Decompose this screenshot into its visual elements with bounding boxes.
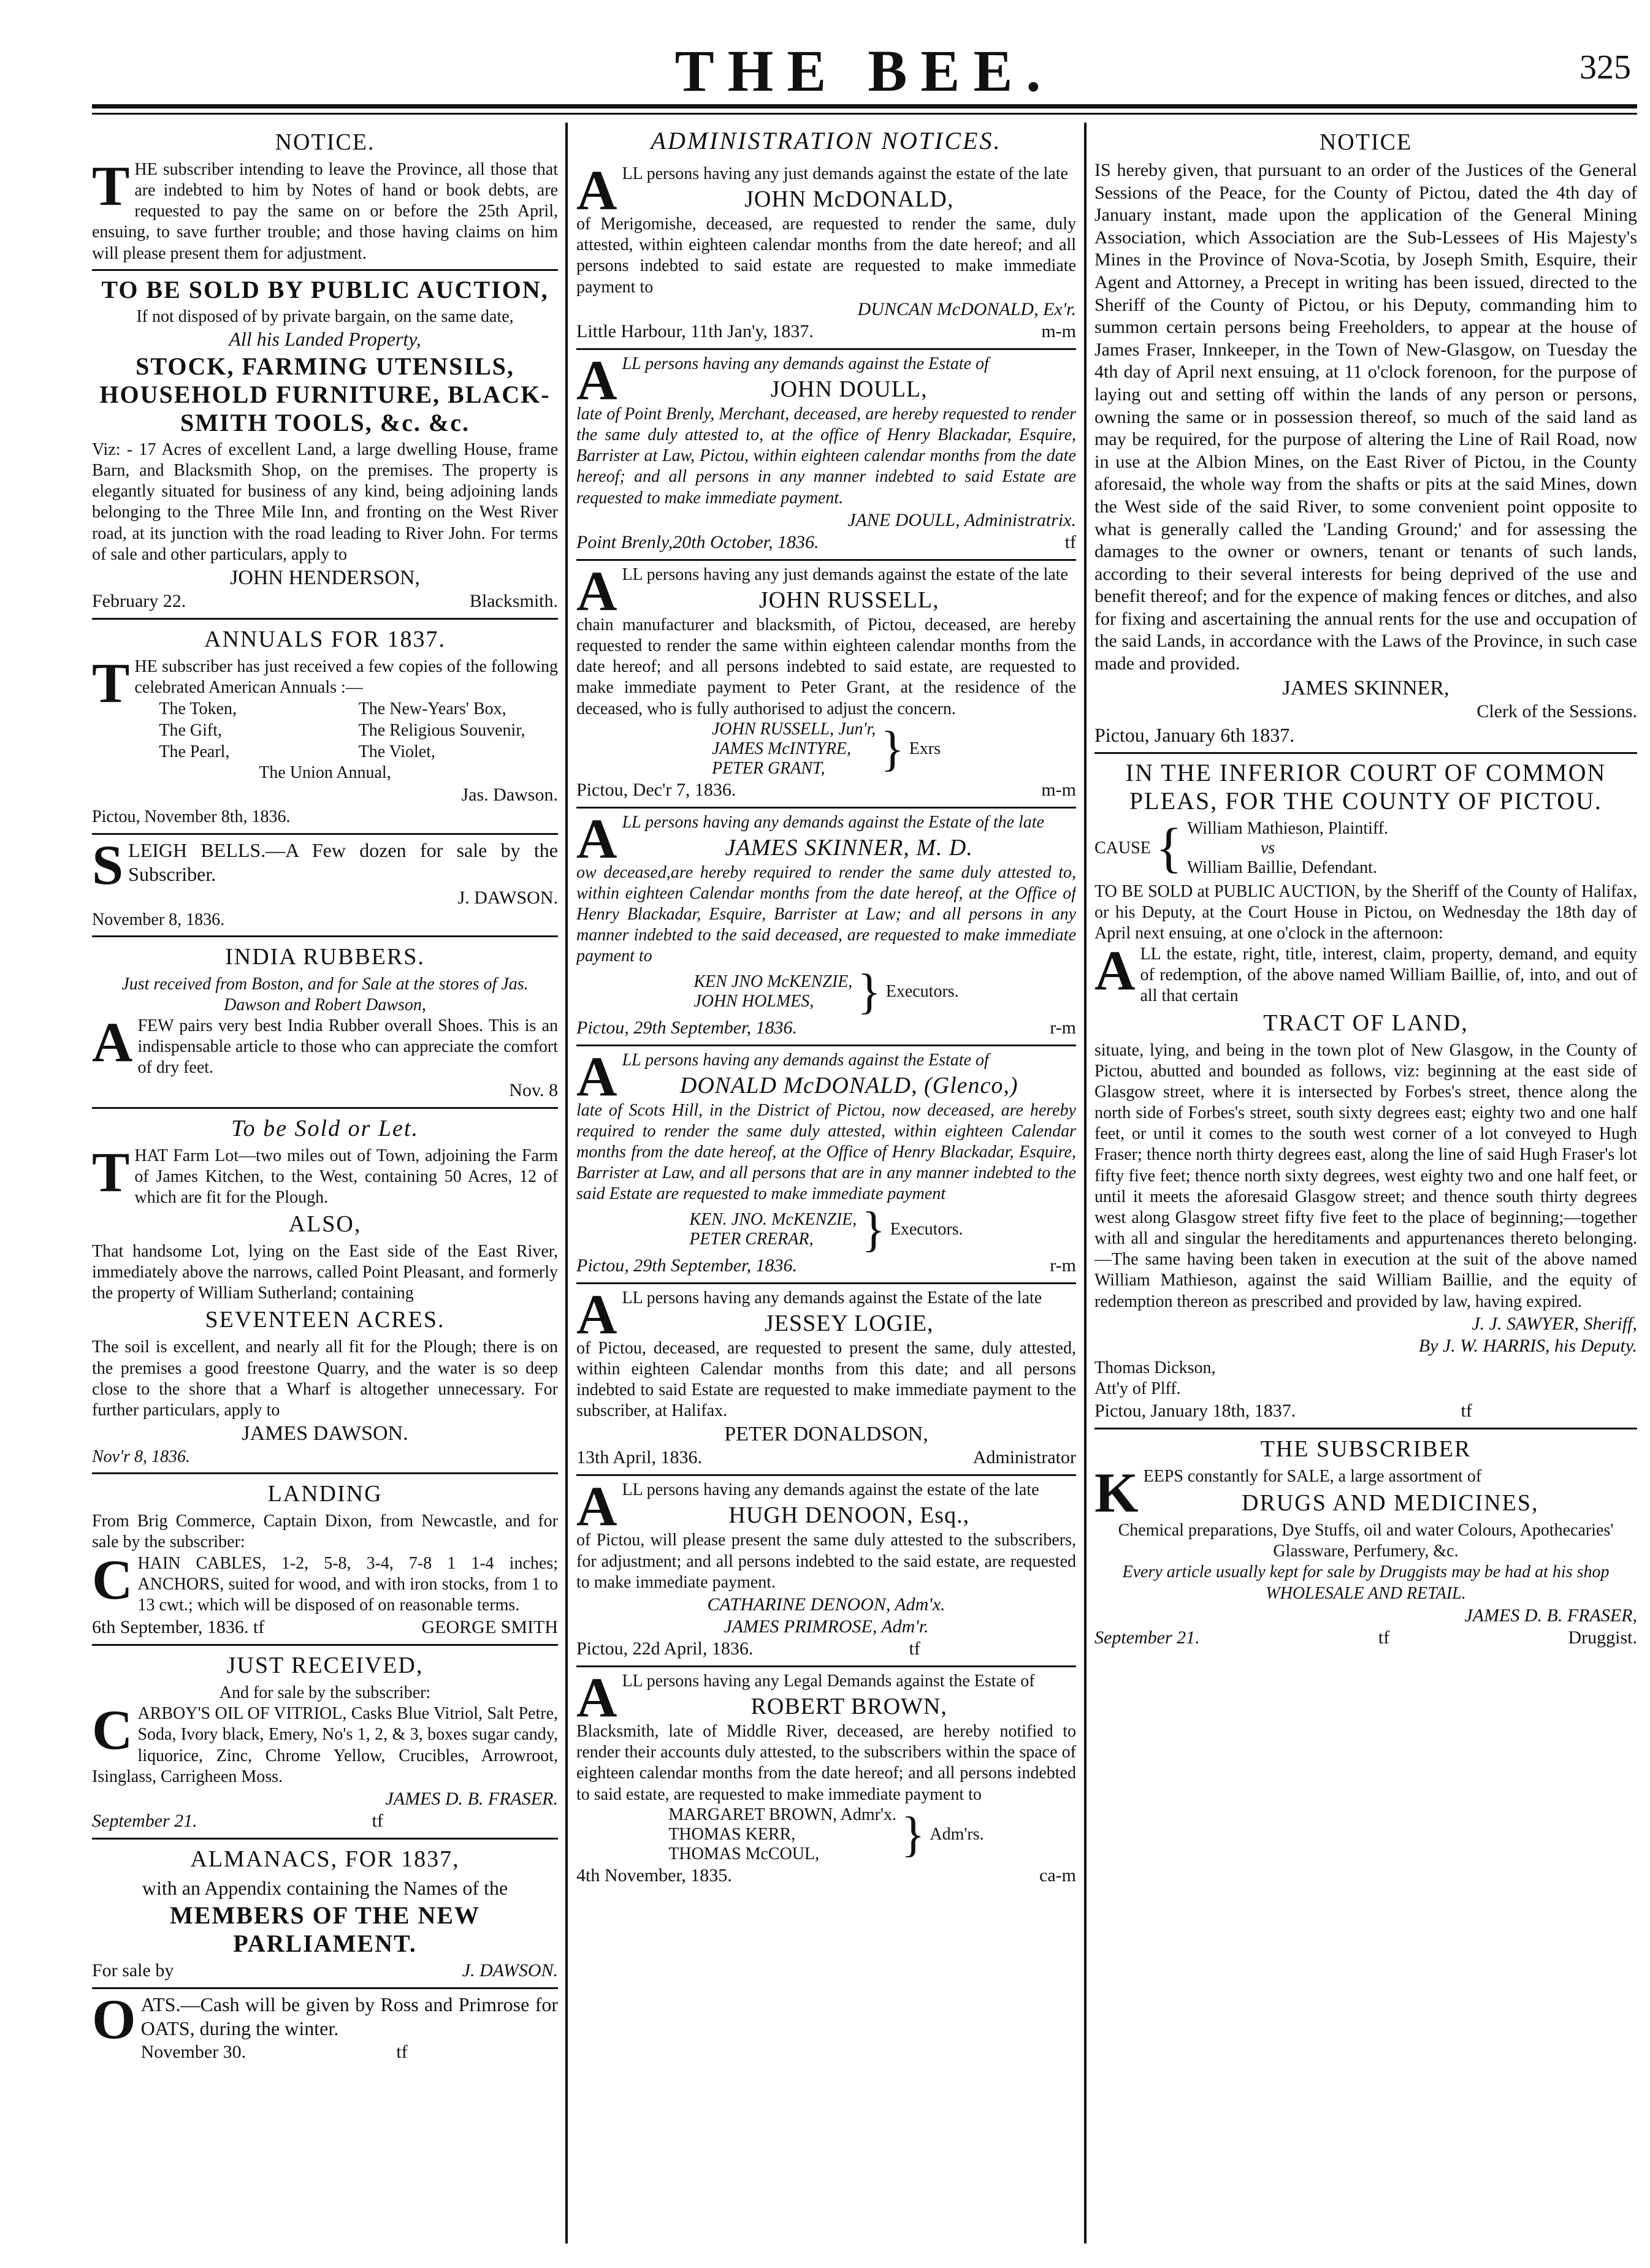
newspaper-title: THE BEE. — [674, 38, 1055, 104]
column-2 — [576, 123, 1076, 2250]
ad-text: HAT Farm Lot—two miles out of Town, adjoining the Farm of James Kitchen, to the West, containing 50 Acres, 12 of which are fit for the Plough. — [134, 1146, 558, 1207]
ad-text: LL the estate, right, title, interest, claim, property, demand, and equity of redemption, of the above named William Baillie, of, into, and out of all that certain — [1140, 945, 1637, 1006]
executor-name: JOHN HOLMES, — [693, 991, 814, 1011]
date: November 30. — [140, 2041, 246, 2062]
farm-ad — [92, 1109, 558, 1475]
drop-cap: K — [1094, 1461, 1139, 1524]
notice-mark: ca-m — [1039, 1865, 1076, 1886]
signer-role: Blacksmith. — [469, 590, 558, 611]
brace-glyph: } — [861, 1202, 885, 1257]
ad-heading: ALMANACS, FOR 1837, — [190, 1846, 460, 1872]
ad-text: of Merigomishe, deceased, are requested to render the same, duly attested, within eighteen calendar months from the date hereof; and all persons indebted to said estate are requested to make immediate payment to — [576, 215, 1076, 297]
tf-mark: tf — [396, 2041, 408, 2062]
deceased-name: HUGH DENOON, Esq., — [728, 1502, 970, 1529]
ad-text: IS hereby given, that pursuant to an order of the Justices of the General Sessions of the Peace, for the County of Pictou, dated the 4th day of January instant, made upon the application of the General Mining Association, which Association are the Sub-Lessees of His Majesty's Mines in the Province of Nova-Scotia, by Joseph Smith, Esquire, their Agent and Attorney, a Precept in writing has been issued, directed to the Sheriff of the County of Pictou, or his Deputy, commanding him to summon certain persons being Freeholders, to appear at the house of James Fraser, Innkeeper, in the Town of New-Glasgow, on Tuesday the 4th day of April next ensuing, at 11 o'clock forenoon, for the purpose of laying out and setting off within the lands of any person or persons, owning the same or in possession thereof, so much of the said land as may be required, for the purpose of altering the Line of Rail Road, now in use at the Albion Mines, on the East River of Pictou, in the County aforesaid, the whole way from the shafts or pits at the said Mines, down the West side of the said River, to some convenient point opposite to what is generally called the 'Landing Ground;' and for assessing the damages to the owner or owners, tenant or tenants of such lands, according to their several interests for being deprived of the use and benefit thereof; and for the expence of making fences or ditches, and also for fixing and ascertaining the annual rents for the use and occupation of the said Lands, in accordance with the Laws of the Province, in such case made and provided. — [1094, 160, 1637, 674]
masthead — [92, 37, 1637, 107]
list-item: The Gift, — [159, 721, 223, 740]
signer: J. DAWSON. — [462, 1960, 558, 1981]
ad-text: LL persons having any demands against the Estate of — [622, 354, 989, 373]
sleigh-bells-ad — [92, 835, 558, 937]
tf-mark: tf — [372, 1810, 383, 1831]
ad-text: Chemical preparations, Dye Stuffs, oil and water Colours, Apothecaries' Glassware, Perfumery, &c. — [1118, 1521, 1614, 1561]
drop-cap: A — [576, 1045, 617, 1108]
signer: JANE DOULL, Administratrix. — [847, 509, 1076, 530]
admin-notice-logie — [576, 1284, 1076, 1477]
date: Nov. 8 — [509, 1079, 558, 1100]
just-received-ad — [92, 1646, 558, 1840]
ad-text: FEW pairs very best India Rubber overall Shoes. This is an indispensable article to those who can appreciate the comfort of dry feet. — [137, 1016, 558, 1078]
ad-text: late of Point Brenly, Merchant, deceased, are hereby requested to render the same duly attested to, at the office of Henry Blackadar, Esquire, Barrister at Law, Pictou, within eighteen calendar months from the date hereof; and all persons in any manner indebted to said Estate are requested to make immediate payment. — [576, 404, 1076, 508]
executors-label: Exrs — [909, 739, 941, 758]
ad-text: LL persons having any Legal Demands against the Estate of — [622, 1671, 1035, 1691]
drop-cap: T — [92, 1140, 130, 1203]
page-number: 325 — [1579, 48, 1631, 86]
list-item: The Token, — [159, 699, 237, 719]
admin-notice-russell — [576, 561, 1076, 809]
executor-name: KEN. JNO. McKENZIE, — [689, 1209, 857, 1229]
ad-heading: INDIA RUBBERS. — [225, 943, 425, 970]
executors-block — [576, 964, 1076, 1019]
deceased-name: JOHN DOULL, — [770, 376, 928, 402]
date: Pictou, November 8th, 1836. — [92, 807, 291, 827]
section-heading: ADMINISTRATION NOTICES. — [651, 127, 1002, 154]
ad-text: Viz: - 17 Acres of excellent Land, a large dwelling House, frame Barn, and Blacksmith Shop, on the premises. The property is elegantly situated for business of any kind, being adjoining lands belonging to the Three Mile Inn, and fronting on the West River road, at its junction with the road leading to River John. For terms of sale and other particulars, apply to — [92, 440, 558, 564]
ad-subheading: TRACT OF LAND, — [1263, 1010, 1469, 1036]
notice-mark: r-m — [1050, 1255, 1076, 1276]
executor-name: THOMAS McCOUL, — [668, 1844, 820, 1863]
drop-cap: A — [576, 1282, 617, 1345]
signer: J. J. SAWYER, Sheriff, — [1472, 1313, 1637, 1334]
ad-text: That handsome Lot, lying on the East side of the East River, immediately above the narrows, called Point Pleasant, and formerly the property of William Sutherland; containing — [92, 1242, 558, 1303]
executors-label: Executors. — [885, 981, 959, 1001]
drop-cap: O — [92, 1987, 136, 2050]
column-3 — [1094, 123, 1637, 2250]
oats-ad — [92, 1989, 558, 2069]
admin-notice-skinner — [576, 809, 1076, 1046]
ad-subheading: STOCK, FARMING UTENSILS, HOUSEHOLD FURNITURE, BLACK-SMITH TOOLS, &c. &c. — [99, 352, 551, 436]
signer: JAMES SKINNER, — [1282, 676, 1449, 699]
signer: Jas. Dawson. — [461, 785, 558, 805]
defendant: William Baillie, Defendant. — [1187, 858, 1377, 877]
list-item: The New-Years' Box, — [358, 699, 506, 719]
signer: CATHARINE DENOON, Adm'x. — [707, 1594, 945, 1615]
drop-cap: C — [92, 1699, 133, 1762]
notice-mark: tf — [1064, 531, 1076, 552]
annuals-ad — [92, 620, 558, 835]
column-rule — [565, 123, 568, 2243]
date: September 21. — [1094, 1627, 1200, 1648]
ad-line: If not disposed of by private bargain, on the same date, — [136, 306, 514, 326]
executor-name: MARGARET BROWN, Admr'x. — [668, 1805, 896, 1824]
annuals-list — [134, 698, 558, 763]
executors-label: Executors. — [890, 1219, 963, 1239]
cause-block — [1094, 819, 1637, 878]
admin-notice-brown — [576, 1667, 1076, 1892]
executor-name: JAMES McINTYRE, — [711, 739, 852, 758]
date: Pictou, 29th September, 1836. — [576, 1017, 797, 1038]
ad-text: situate, lying, and being in the town plot of New Glasgow, in the County of Pictou, abutted and bounded as follows, viz: beginning at the east side of Glasgow street, where it is intersected by Forbes's street, thence along the north side of Forbes's street, south sixty degrees east; eighty two and one half feet, or until it comes to the south west corner of a lot conveyed to Hugh Fraser; thence north thirty degrees east, along the line of said Hugh Fraser's lot fifty five feet; thence north sixty degrees, west eighty two and one half feet, or until it meets the aforesaid Glasgow street; and thence south thirty degrees west along Glasgow street fifty five feet to the place of beginning;—together with all and singular the hereditaments and appurtenances thereto belonging.—The same having been taken in execution at the suit of the above named William Mathieson, against the said William Baillie, and the equity of redemption thereon as prescribed and provided by law, having expired. — [1094, 1040, 1637, 1311]
deceased-name: JOHN McDONALD, — [744, 186, 954, 213]
signer-role: Clerk of the Sessions. — [1476, 701, 1637, 721]
brace-glyph: { — [1155, 817, 1182, 878]
ad-line: And for sale by the subscriber: — [219, 1683, 431, 1703]
attorney-role: Att'y of Plff. — [1094, 1379, 1181, 1398]
ad-text: Every article usually kept for sale by Druggists may be had at his shop WHOLESALE AND RETAIL. — [1122, 1562, 1610, 1603]
ad-text: of Pictou, will please present the same duly attested to the subscribers, for adjustment; and all persons indebted to the said estate, are requested to make immediate payment. — [576, 1531, 1076, 1592]
executor-name: JOHN RUSSELL, Jun'r, — [711, 719, 876, 739]
signer: JAMES D. B. FRASER, — [1464, 1605, 1637, 1626]
ad-text: LL persons having any demands against the Estate of the late — [622, 1288, 1042, 1307]
signer-role: Druggist. — [1568, 1627, 1637, 1648]
notice-mark: tf — [1461, 1400, 1472, 1421]
ad-heading: JUST RECEIVED, — [226, 1653, 424, 1679]
drop-cap: C — [92, 1548, 133, 1611]
ad-subheading: DRUGS AND MEDICINES, — [1242, 1490, 1539, 1516]
drop-cap: A — [1094, 939, 1136, 1002]
ad-subheading: MEMBERS OF THE NEW PARLIAMENT. — [169, 1901, 481, 1957]
ad-line: with an Appendix containing the Names of the — [142, 1876, 508, 1899]
notice-mark: m-m — [1041, 779, 1076, 800]
list-item: The Pearl, — [159, 742, 230, 762]
date: Point Brenly,20th October, 1836. — [576, 531, 819, 552]
date: 4th November, 1835. — [576, 1865, 732, 1886]
list-item: The Religious Souvenir, — [358, 721, 525, 740]
ad-heading: TO BE SOLD BY PUBLIC AUCTION, — [101, 275, 549, 303]
executor-name: PETER CRERAR, — [689, 1229, 814, 1249]
ad-text: Blacksmith, late of Middle River, deceased, are hereby notified to render their accounts duly attested, to the subscribers within the space of eighteen calendar months from the date hereof; and all persons indebted to said estate, are requested to make immediate payment to — [576, 1722, 1076, 1804]
versus: vs — [1261, 838, 1275, 858]
masthead-rule — [92, 104, 1637, 108]
auction-ad — [92, 271, 558, 620]
ad-text: LL persons having any just demands against the estate of the late — [622, 164, 1068, 183]
ad-subheading: SEVENTEEN ACRES. — [205, 1307, 445, 1333]
ad-text: ATS.—Cash will be given by Ross and Primrose for OATS, during the winter. — [140, 1993, 558, 2039]
ad-text: LL persons having any just demands against the estate of the late — [622, 565, 1068, 584]
drop-cap: A — [576, 1475, 617, 1538]
plaintiff: William Mathieson, Plaintiff. — [1187, 818, 1389, 838]
deputy: By J. W. HARRIS, his Deputy. — [1418, 1335, 1637, 1356]
ad-heading: IN THE INFERIOR COURT OF COMMON PLEAS, FOR THE COUNTY OF PICTOU. — [1125, 758, 1606, 815]
signer: JAMES D. B. FRASER. — [385, 1788, 558, 1809]
drop-cap: T — [92, 651, 130, 714]
signer: JOHN HENDERSON, — [230, 566, 420, 589]
india-rubbers-ad — [92, 937, 558, 1109]
drop-cap: A — [576, 159, 617, 221]
ad-heading: ANNUALS FOR 1837. — [204, 626, 446, 652]
ad-heading: NOTICE — [1319, 129, 1413, 155]
notice-mark: tf — [909, 1638, 920, 1659]
signer: GEORGE SMITH — [421, 1617, 558, 1638]
ad-text: HAIN CABLES, 1-2, 5-8, 3-4, 7-8 1 1-4 inches; ANCHORS, suited for wood, and with iron stocks, from 1 to 13 cwt.; which will be disposed of on reasonable terms. — [137, 1553, 558, 1615]
brace-glyph: } — [857, 964, 881, 1019]
list-item: The Union Annual, — [259, 763, 391, 783]
signer: J. DAWSON. — [457, 887, 558, 908]
ad-heading: THE SUBSCRIBER — [1260, 1436, 1472, 1462]
ad-text: chain manufacturer and blacksmith, of Pictou, deceased, are hereby requested to render the same within eighteen calendar months from the date hereof; and all persons indebted to said estate, are requested to make immediate payment to Peter Grant, at the residence of the deceased, who is fully authorised to adjust the concern. — [576, 615, 1076, 718]
executors-block — [576, 1805, 1076, 1864]
notice-mark: m-m — [1041, 321, 1076, 341]
brace-glyph: } — [880, 721, 904, 776]
drop-cap: A — [576, 1665, 617, 1729]
ad-text: ARBOY'S OIL OF VITRIOL, Casks Blue Vitriol, Salt Petre, Soda, Ivory black, Emery, No's 1, 2, & 3, boxes sugar candy, liquorice, Zinc, Chrome Yellow, Crucibles, Arrowroot, Isinglass, Carrigheen Moss. — [92, 1704, 558, 1786]
ad-text: ow deceased,are hereby required to render the same duly attested to, within eighteen Calendar months from the date hereof, at the Office of Henry Blackadar, Esquire, Barrister at Law; and all persons in any manner indebted to the said deceased, are requested to make immediate payment to — [576, 862, 1076, 966]
deceased-name: JESSEY LOGIE, — [764, 1310, 934, 1336]
attorney: Thomas Dickson, — [1094, 1358, 1216, 1377]
date: Nov'r 8, 1836. — [92, 1447, 190, 1467]
admin-notice-donald — [576, 1046, 1076, 1284]
ad-text: LEIGH BELLS.—A Few dozen for sale by the Subscriber. — [128, 839, 558, 885]
drop-cap: S — [92, 833, 124, 896]
for-sale-label: For sale by — [92, 1960, 174, 1981]
ad-heading: NOTICE. — [275, 129, 375, 155]
date: 13th April, 1836. — [576, 1447, 703, 1468]
deceased-name: DONALD McDONALD, (Glenco,) — [679, 1072, 1018, 1098]
ad-subheading: ALSO, — [288, 1211, 362, 1237]
date: Pictou, January 18th, 1837. — [1094, 1400, 1296, 1421]
landing-ad — [92, 1474, 558, 1646]
signer: DUNCAN McDONALD, Ex'r. — [857, 299, 1076, 319]
column-rule — [1084, 123, 1087, 2243]
cause-label: CAUSE — [1094, 838, 1151, 858]
signer: PETER DONALDSON, — [724, 1423, 928, 1446]
drop-cap: A — [576, 807, 617, 870]
ad-text: HE subscriber intending to leave the Province, all those that are indebted to him by Notes of hand or book debts, are requested to pay the same on or before the 25th April, ensuing, to save further trouble; and those having claims on him will please present them for adjustment. — [92, 160, 558, 263]
ad-text: late of Scots Hill, in the District of Pictou, now deceased, are hereby required to render the same duly attested, within eighteen Calendar months from the date hereof, at the Office of Henry Blackadar, Esquire, Barrister at Law, and all persons that are in any manner indebted to the said Estate are requested to make immediate payment — [576, 1100, 1076, 1204]
court-sale-notice — [1094, 754, 1637, 1429]
ad-line: Just received from Boston, and for Sale at the stores of Jas. Dawson and Robert Dawson, — [121, 974, 529, 1014]
drop-cap: A — [576, 559, 617, 622]
executor-name: THOMAS KERR, — [668, 1824, 796, 1844]
list-item: The Violet, — [358, 742, 436, 762]
signer-role: Administrator — [972, 1447, 1076, 1468]
admin-notice-denoon — [576, 1476, 1076, 1667]
brace-glyph: } — [901, 1807, 925, 1862]
date: 6th September, 1836. tf — [92, 1617, 265, 1638]
executor-name: PETER GRANT, — [711, 758, 825, 778]
drop-cap: T — [92, 154, 130, 217]
ad-text: of Pictou, deceased, are requested to present the same, duly attested, within eighteen Calendar months from this date; and all persons indebted to said Estate are requested to make immediate payment to the subscriber, at Halifax. — [576, 1338, 1076, 1421]
notice-ad — [92, 123, 558, 271]
date: Pictou, 22d April, 1836. — [576, 1638, 754, 1659]
deceased-name: JAMES SKINNER, M. D. — [725, 834, 973, 861]
deceased-name: JOHN RUSSELL, — [758, 587, 939, 613]
ad-line: All his Landed Property, — [229, 327, 421, 350]
executors-block — [576, 1202, 1076, 1257]
date: November 8, 1836. — [92, 910, 225, 929]
deceased-name: ROBERT BROWN, — [751, 1694, 947, 1720]
executor-name: KEN JNO McKENZIE, — [693, 972, 853, 991]
ad-text: TO BE SOLD at PUBLIC AUCTION, by the Sheriff of the County of Halifax, or his Deputy, at the Court House in Pictou, on Wednesday the 18th day of April next ensuing, at one o'clock in the afternoon: — [1094, 881, 1637, 943]
ad-text: HE subscriber has just received a few copies of the following celebrated American Annuals :— — [134, 656, 558, 698]
admin-notice-mcdonald — [576, 160, 1076, 350]
signer: JAMES DAWSON. — [242, 1422, 408, 1445]
ad-text: LL persons having any demands against the Estate of — [622, 1050, 989, 1070]
column-1 — [92, 123, 558, 2250]
ad-text: The soil is excellent, and nearly all fit for the Plough; there is on the premises a good freestone Quarry, and the water is so deep close to the shore that a Wharf is altogether unnecessary. For further particulars, apply to — [92, 1338, 558, 1420]
date: Pictou, Dec'r 7, 1836. — [576, 779, 736, 800]
date: Little Harbour, 11th Jan'y, 1837. — [576, 321, 814, 341]
date: February 22. — [92, 590, 186, 611]
date: Pictou, January 6th 1837. — [1094, 723, 1295, 746]
ad-line: From Brig Commerce, Captain Dixon, from Newcastle, and for sale by the subscriber: — [92, 1512, 558, 1552]
date: Pictou, 29th September, 1836. — [576, 1255, 797, 1276]
ad-text: EEPS constantly for SALE, a large assortment of — [1143, 1466, 1482, 1486]
notice-mark: tf — [1378, 1627, 1390, 1648]
drop-cap: A — [576, 348, 617, 411]
ad-heading: LANDING — [267, 1481, 383, 1507]
executors-block — [576, 720, 1076, 778]
date: September 21. — [92, 1810, 197, 1831]
ad-heading: To be Sold or Let. — [231, 1115, 419, 1141]
signer: JAMES PRIMROSE, Adm'r. — [724, 1616, 929, 1637]
notice-mark: r-m — [1050, 1017, 1076, 1038]
ad-text: LL persons having any demands against the Estate of the late — [622, 812, 1045, 832]
executors-label: Adm'rs. — [930, 1824, 984, 1844]
drop-cap: A — [92, 1011, 133, 1074]
almanacs-ad — [92, 1840, 558, 1989]
sessions-notice — [1094, 123, 1637, 754]
drugs-ad — [1094, 1429, 1637, 1654]
admin-notice-doull — [576, 350, 1076, 561]
ad-text: LL persons having any demands against the estate of the late — [622, 1480, 1039, 1500]
masthead-rule-thin — [92, 113, 1637, 115]
